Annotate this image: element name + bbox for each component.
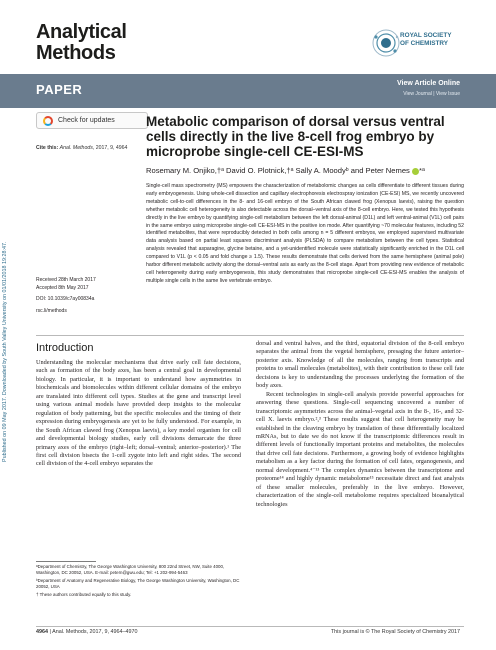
introduction-right-paragraph-1: dorsal and ventral halves, and the third, equatorial division of the 8-cell embryo separates the animal from the vegetal hemisphere, presaging the future anterior–posterior axis. Knowledge of all the molecules, ranging from transcripts and proteins to small molecules (metabolites), with their contribution to these cell fate decisions is key to understanding the processes underlying the formation of the body axes.	[256, 340, 464, 390]
accepted-date: Accepted 8th May 2017	[36, 284, 89, 291]
check-for-updates-label: Check for updates	[58, 117, 115, 124]
article-title: Metabolic comparison of dorsal versus ventral cells directly in the live 8-cell frog embryo by microprobe single-cell CE-ESI-MS	[146, 114, 445, 159]
abstract: Single-cell mass spectrometry (MS) empowers the characterization of metabolomic changes as cells differentiate to different tissues during early embryogenesis. Using whole-cell dissection and capillary electrophoresis electrospray ionization (CE-ESI) MS, we recently uncovered metabolic cell-to-cell differences in the 8- and 16-cell embryo of the South African clawed frog (Xenopus laevis), raising the question whether metabolic cell heterogeneity is also detectable across the dorsal–ventral axis of the 8-cell embryo. Here, we tested this hypothesis directly in the live embryo by quantifying single-cell metabolism between the left dorsal-animal (D1L) and left ventral-animal (V1L) cell pairs in the same embryo using microprobe single-cell CE-ESI-MS in the positive ion mode. After quantifying ~70 molecular features, including 52 identified metabolites, that were reproducibly detected in both cells among n = 5 different embryos, we employed supervised multivariate data analysis based on partial least squares discriminant analysis (PLSDA) to compare metabolism between the cell types. Statistical analysis revealed that asparagine, glycine betaine, and a yet-unidentified molecule were statistically significantly enriched in the D1L cell compared to V1L (p < 0.05 and fold change ≥ 1.5). These results demonstrate that cells derived from the same hemisphere (animal pole) harbor different metabolic activity along the dorsal–ventral axis as early as the 8-cell stage. Apart from providing new evidence of metabolic cell heterogeneity during early embryogenesis, this study demonstrates that microprobe single-cell CE-ESI-MS enables the analysis of multiple single cells in the same live vertebrate embryo.	[146, 183, 464, 284]
authors-text: Rosemary M. Onjiko,†ᵃ David O. Plotnick,†ᵃ Sally A. Moodyᵇ and Peter Nemes	[146, 166, 410, 175]
journal-site-link[interactable]: rsc.li/methods	[36, 307, 67, 314]
author-list	[146, 166, 466, 175]
divider	[36, 335, 464, 336]
footer-page-reference	[36, 629, 138, 635]
footnote-affiliation-a: ᵃDepartment of Chemistry, The George Washington University, 800 22nd Street, NW, Suite 4000, Washington, DC 20052, USA. E-mail: petern@gwu.edu; Tel: +1 202-994-5463	[36, 564, 225, 576]
introduction-left-column: Understanding the molecular mechanisms that drive early cell fate decisions, such as formation of the body axes, has been a central goal in developmental biology. In particular, it is important to understand how asymmetries in biochemicals and biomolecules within different cellular domains of the embryo are translated into different cell types. Studies at the gene and transcript level using various animal models have provided deep insights to the molecular regulation of body patterning, but the specific molecules and the timing of their expression during embryogenesis are yet to be fully understood. For example, in the South African clawed frog (Xenopus laevis), a key model organism for cell and developmental biology studies, early cell divisions demarcate the three primary axes of the embryo (right–left; dorsal–ventral; anterior–posterior).¹ The first cell division bisects the 1-cell zygote into left and right sides. The second cell division of the 4-cell embryo separates the	[36, 359, 241, 468]
footnote-affiliation-b: ᵇDepartment of Anatomy and Regenerative Biology, The George Washington University, Washington, DC 20052, USA	[36, 577, 240, 590]
footer-divider	[36, 626, 464, 627]
check-for-updates-button[interactable]	[36, 112, 148, 129]
orcid-icon[interactable]	[412, 168, 419, 175]
journal-title-line1: Analytical	[36, 21, 127, 43]
received-date: Received 28th March 2017	[36, 277, 96, 283]
footnote-divider	[36, 561, 96, 562]
publisher-line1: ROYAL SOCIETY	[400, 32, 452, 39]
article-type-label: PAPER	[36, 82, 83, 97]
publisher-name	[400, 32, 462, 48]
authors-suffix: *ᵃ	[418, 166, 425, 175]
footer-copyright: This journal is © The Royal Society of Chemistry 2017	[330, 629, 460, 635]
view-journal-issue-links[interactable]: View Journal | View Issue	[403, 91, 460, 97]
view-article-online-link[interactable]: View Article Online	[396, 80, 460, 87]
article-history	[36, 277, 136, 315]
journal-title	[36, 22, 176, 64]
introduction-right-column	[256, 340, 464, 509]
footer-page-number: 4964	[36, 629, 48, 635]
introduction-right-paragraph-2: Recent technologies in single-cell analysis provide powerful approaches for answering these questions. Single-cell sequencing uncovered a number of transcriptomic asymmetries across the animal–vegetal axis in the 8-, 16-, and 32-cell X. laevis embryo.²,³ These results suggest that cell heterogeneity may be established in the cleaving embryo by translation of these differentially localized mRNAs, but to date we do not know if the transcriptomic differences result in different levels of functionally important proteins and metabolites, the molecules that drive cell fate decisions. Furthermore, a growing body of evidence highlights metabolism as a key factor during the formation of cell fates, organogenesis, and normal development.⁴⁻¹³ The complex dynamics between the transcriptome and proteome¹⁴ and highly dynamic metabolome¹⁵ necessitate direct and fast analysis of these smaller molecules, preferably in the live embryo. However, characterization of the single-cell metabolome requires specialized bioanalytical technologies	[256, 390, 464, 508]
footnote-equal-contribution: † These authors contributed equally to this study.	[36, 591, 132, 597]
citation-details: , 2017, 9, 4964	[92, 145, 128, 151]
check-for-updates-icon	[43, 116, 53, 126]
publisher-line2: OF CHEMISTRY	[400, 40, 449, 47]
citation	[36, 145, 127, 151]
publication-download-stamp: Published on 09 May 2017. Downloaded by South Valley University on 01/01/2018 19:28:47.	[2, 241, 8, 462]
citation-journal: Anal. Methods	[59, 145, 93, 151]
section-heading-introduction: Introduction	[36, 342, 94, 354]
affiliation-footnotes	[36, 564, 241, 598]
citation-prefix: Cite this:	[36, 145, 60, 151]
footer-journal-ref: | Anal. Methods, 2017, 9, 4964–4970	[48, 629, 138, 635]
journal-title-line2: Methods	[36, 42, 116, 64]
doi-link[interactable]: DOI: 10.1039/c7ay00834a	[36, 296, 95, 302]
